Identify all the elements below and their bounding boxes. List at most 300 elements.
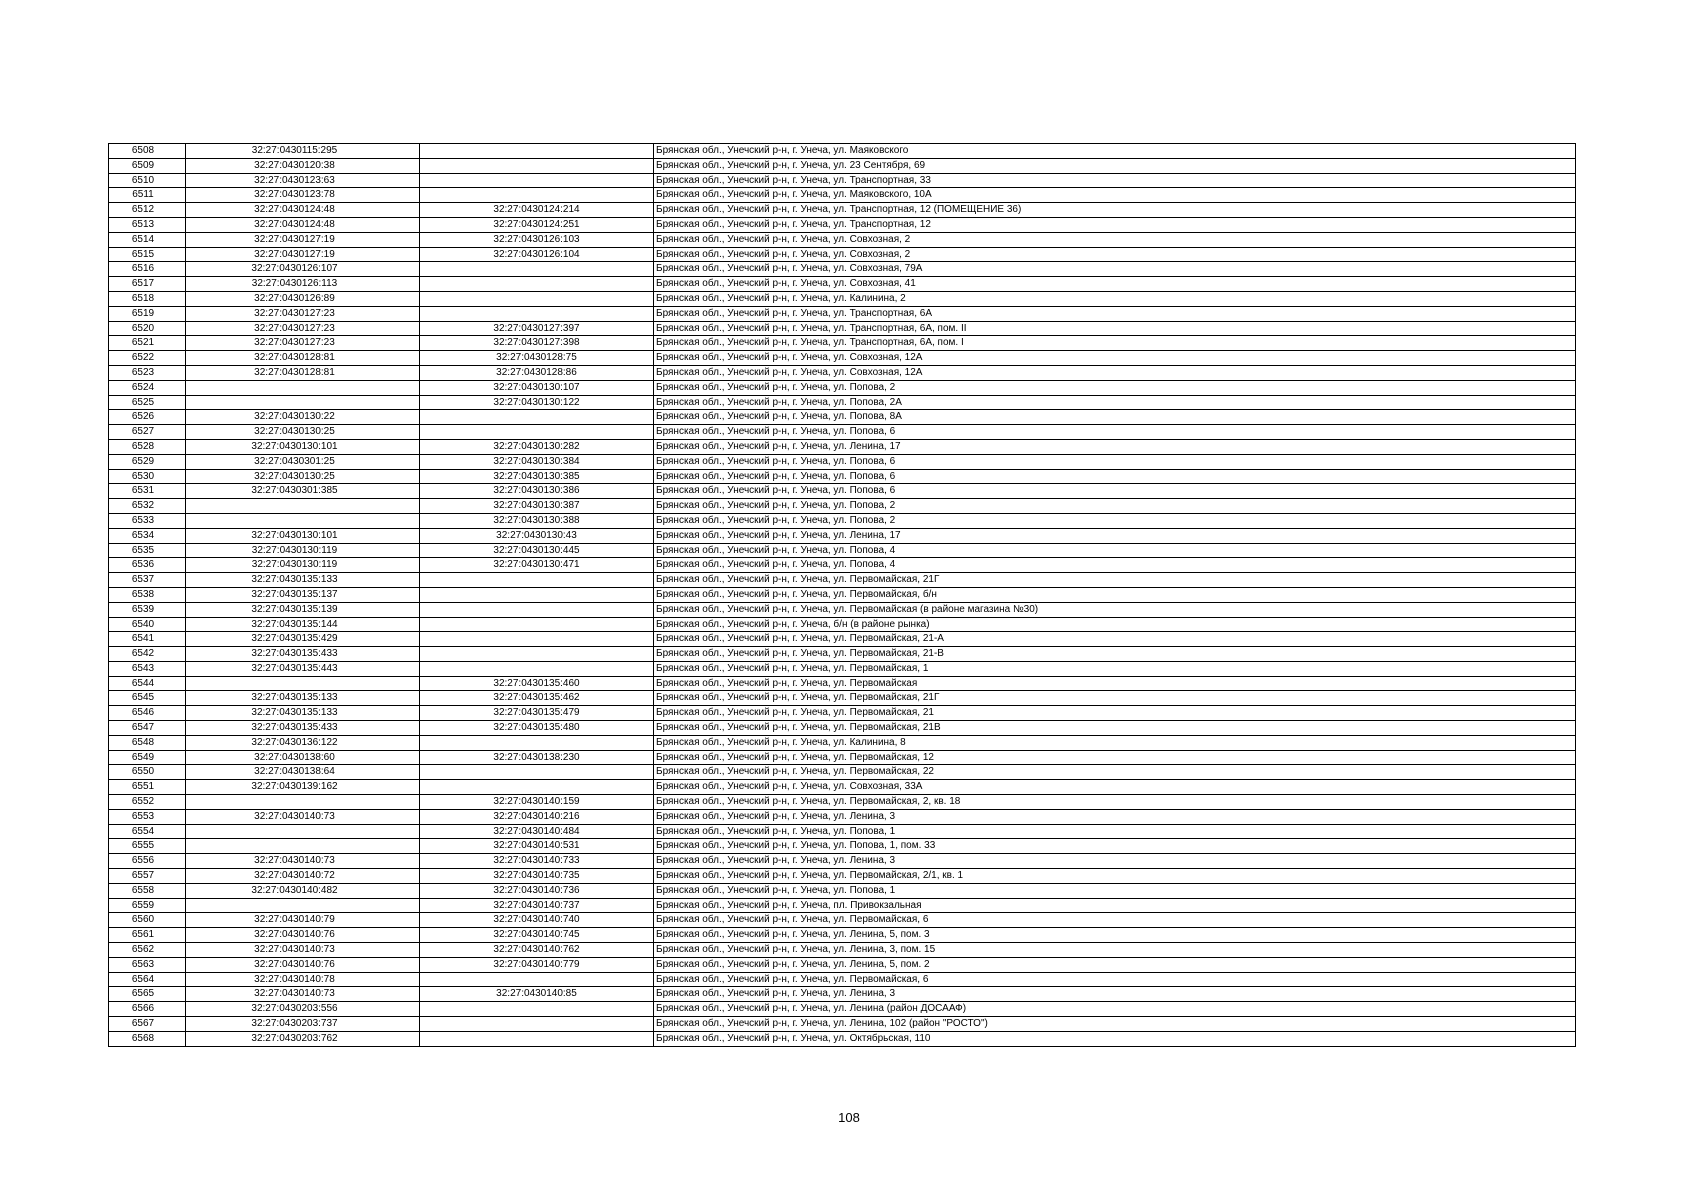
- address-cell: Брянская обл., Унечский р-н, г. Унеча, ул. Первомайская, 21Г: [654, 573, 1576, 588]
- row-number-cell: 6554: [109, 824, 186, 839]
- row-number-cell: 6541: [109, 632, 186, 647]
- object-cadastral-number-cell: 32:27:0430130:122: [420, 395, 654, 410]
- row-number-cell: 6521: [109, 336, 186, 351]
- row-number-cell: 6561: [109, 928, 186, 943]
- address-cell: Брянская обл., Унечский р-н, г. Унеча, ул. Калинина, 8: [654, 735, 1576, 750]
- address-cell: Брянская обл., Унечский р-н, г. Унеча, ул. Попова, 2: [654, 380, 1576, 395]
- row-number-cell: 6565: [109, 987, 186, 1002]
- table-row: [109, 469, 1576, 484]
- cadastral-number-cell: [186, 499, 420, 514]
- address-cell: Брянская обл., Унечский р-н, г. Унеча, ул. Ленина, 3, пом. 15: [654, 943, 1576, 958]
- table-row: [109, 573, 1576, 588]
- cadastral-number-cell: 32:27:0430140:73: [186, 943, 420, 958]
- object-cadastral-number-cell: [420, 262, 654, 277]
- address-cell: Брянская обл., Унечский р-н, г. Унеча, ул. Попова, 6: [654, 469, 1576, 484]
- row-number-cell: 6544: [109, 676, 186, 691]
- cadastral-number-cell: 32:27:0430135:137: [186, 587, 420, 602]
- object-cadastral-number-cell: 32:27:0430130:385: [420, 469, 654, 484]
- table-row: [109, 336, 1576, 351]
- row-number-cell: 6525: [109, 395, 186, 410]
- cadastral-number-cell: 32:27:0430130:101: [186, 528, 420, 543]
- object-cadastral-number-cell: 32:27:0430140:762: [420, 943, 654, 958]
- row-number-cell: 6517: [109, 277, 186, 292]
- cadastral-number-cell: 32:27:0430130:119: [186, 543, 420, 558]
- cadastral-number-cell: 32:27:0430135:144: [186, 617, 420, 632]
- table-row: [109, 173, 1576, 188]
- row-number-cell: 6512: [109, 203, 186, 218]
- table-row: [109, 883, 1576, 898]
- address-cell: Брянская обл., Унечский р-н, г. Унеча, ул. Транспортная, 6А: [654, 306, 1576, 321]
- object-cadastral-number-cell: [420, 602, 654, 617]
- table-row: [109, 617, 1576, 632]
- address-cell: Брянская обл., Унечский р-н, г. Унеча, ул. Первомайская, 6: [654, 913, 1576, 928]
- row-number-cell: 6533: [109, 513, 186, 528]
- cadastral-number-cell: 32:27:0430140:482: [186, 883, 420, 898]
- table-row: [109, 188, 1576, 203]
- object-cadastral-number-cell: 32:27:0430140:733: [420, 854, 654, 869]
- cadastral-number-cell: 32:27:0430126:113: [186, 277, 420, 292]
- address-cell: Брянская обл., Унечский р-н, г. Унеча, ул. Первомайская, 1: [654, 661, 1576, 676]
- row-number-cell: 6529: [109, 454, 186, 469]
- cadastral-number-cell: 32:27:0430135:133: [186, 573, 420, 588]
- row-number-cell: 6523: [109, 365, 186, 380]
- table-row: [109, 987, 1576, 1002]
- cadastral-number-cell: 32:27:0430115:295: [186, 144, 420, 159]
- table-row: [109, 676, 1576, 691]
- table-row: [109, 587, 1576, 602]
- row-number-cell: 6520: [109, 321, 186, 336]
- address-cell: Брянская обл., Унечский р-н, г. Унеча, ул. Попова, 8А: [654, 410, 1576, 425]
- table-row: [109, 528, 1576, 543]
- row-number-cell: 6536: [109, 558, 186, 573]
- object-cadastral-number-cell: 32:27:0430124:251: [420, 217, 654, 232]
- object-cadastral-number-cell: [420, 765, 654, 780]
- table-row: [109, 839, 1576, 854]
- cadastral-number-cell: 32:27:0430126:89: [186, 291, 420, 306]
- object-cadastral-number-cell: [420, 780, 654, 795]
- object-cadastral-number-cell: 32:27:0430130:386: [420, 484, 654, 499]
- address-cell: Брянская обл., Унечский р-н, г. Унеча, ул. Первомайская, 21: [654, 706, 1576, 721]
- address-cell: Брянская обл., Унечский р-н, г. Унеча, ул. Ленина, 3: [654, 987, 1576, 1002]
- cadastral-number-cell: 32:27:0430140:79: [186, 913, 420, 928]
- cadastral-number-cell: 32:27:0430139:162: [186, 780, 420, 795]
- object-cadastral-number-cell: 32:27:0430127:397: [420, 321, 654, 336]
- row-number-cell: 6530: [109, 469, 186, 484]
- address-cell: Брянская обл., Унечский р-н, г. Унеча, ул. Ленина, 5, пом. 3: [654, 928, 1576, 943]
- cadastral-number-cell: 32:27:0430135:433: [186, 647, 420, 662]
- table-row: [109, 321, 1576, 336]
- object-cadastral-number-cell: [420, 1017, 654, 1032]
- object-cadastral-number-cell: [420, 425, 654, 440]
- address-cell: Брянская обл., Унечский р-н, г. Унеча, ул. Первомайская, 12: [654, 750, 1576, 765]
- cadastral-number-cell: 32:27:0430140:73: [186, 987, 420, 1002]
- address-cell: Брянская обл., Унечский р-н, г. Унеча, ул. Ленина, 5, пом. 2: [654, 957, 1576, 972]
- table-row: [109, 410, 1576, 425]
- address-cell: Брянская обл., Унечский р-н, г. Унеча, ул. Попова, 6: [654, 484, 1576, 499]
- row-number-cell: 6518: [109, 291, 186, 306]
- cadastral-number-cell: [186, 380, 420, 395]
- table-body: [109, 144, 1576, 1047]
- table-row: [109, 203, 1576, 218]
- row-number-cell: 6553: [109, 809, 186, 824]
- row-number-cell: 6549: [109, 750, 186, 765]
- object-cadastral-number-cell: 32:27:0430140:740: [420, 913, 654, 928]
- cadastral-number-cell: 32:27:0430138:60: [186, 750, 420, 765]
- row-number-cell: 6566: [109, 1002, 186, 1017]
- object-cadastral-number-cell: [420, 617, 654, 632]
- address-cell: Брянская обл., Унечский р-н, г. Унеча, ул. Транспортная, 6А, пом. I: [654, 336, 1576, 351]
- row-number-cell: 6563: [109, 957, 186, 972]
- object-cadastral-number-cell: [420, 188, 654, 203]
- cadastral-number-cell: [186, 676, 420, 691]
- cadastral-number-cell: 32:27:0430301:25: [186, 454, 420, 469]
- cadastral-number-cell: 32:27:0430128:81: [186, 365, 420, 380]
- row-number-cell: 6543: [109, 661, 186, 676]
- table-row: [109, 750, 1576, 765]
- cadastral-number-cell: 32:27:0430135:443: [186, 661, 420, 676]
- object-cadastral-number-cell: 32:27:0430138:230: [420, 750, 654, 765]
- row-number-cell: 6514: [109, 232, 186, 247]
- row-number-cell: 6534: [109, 528, 186, 543]
- cadastral-number-cell: 32:27:0430301:385: [186, 484, 420, 499]
- address-cell: Брянская обл., Унечский р-н, г. Унеча, ул. Попова, 4: [654, 558, 1576, 573]
- object-cadastral-number-cell: 32:27:0430130:384: [420, 454, 654, 469]
- address-cell: Брянская обл., Унечский р-н, г. Унеча, ул. Маяковского, 10А: [654, 188, 1576, 203]
- address-cell: Брянская обл., Унечский р-н, г. Унеча, ул. Попова, 2А: [654, 395, 1576, 410]
- object-cadastral-number-cell: 32:27:0430124:214: [420, 203, 654, 218]
- table-row: [109, 869, 1576, 884]
- object-cadastral-number-cell: [420, 144, 654, 159]
- table-row: [109, 513, 1576, 528]
- address-cell: Брянская обл., Унечский р-н, г. Унеча, ул. Попова, 2: [654, 513, 1576, 528]
- row-number-cell: 6540: [109, 617, 186, 632]
- row-number-cell: 6519: [109, 306, 186, 321]
- row-number-cell: 6558: [109, 883, 186, 898]
- object-cadastral-number-cell: 32:27:0430140:216: [420, 809, 654, 824]
- address-cell: Брянская обл., Унечский р-н, г. Унеча, ул. Ленина, 3: [654, 854, 1576, 869]
- row-number-cell: 6538: [109, 587, 186, 602]
- row-number-cell: 6528: [109, 439, 186, 454]
- cadastral-number-cell: [186, 898, 420, 913]
- cadastral-number-cell: 32:27:0430128:81: [186, 351, 420, 366]
- table-row: [109, 306, 1576, 321]
- cadastral-number-cell: 32:27:0430127:19: [186, 232, 420, 247]
- cadastral-number-cell: 32:27:0430140:76: [186, 957, 420, 972]
- address-cell: Брянская обл., Унечский р-н, г. Унеча, ул. Октябрьская, 110: [654, 1031, 1576, 1046]
- table-row: [109, 691, 1576, 706]
- address-cell: Брянская обл., Унечский р-н, г. Унеча, ул. Совхозная, 2: [654, 232, 1576, 247]
- object-cadastral-number-cell: [420, 735, 654, 750]
- table-row: [109, 780, 1576, 795]
- row-number-cell: 6508: [109, 144, 186, 159]
- cadastral-number-cell: 32:27:0430127:19: [186, 247, 420, 262]
- object-cadastral-number-cell: [420, 306, 654, 321]
- row-number-cell: 6559: [109, 898, 186, 913]
- address-cell: Брянская обл., Унечский р-н, г. Унеча, ул. Первомайская, 2, кв. 18: [654, 795, 1576, 810]
- object-cadastral-number-cell: 32:27:0430140:159: [420, 795, 654, 810]
- row-number-cell: 6550: [109, 765, 186, 780]
- address-cell: Брянская обл., Унечский р-н, г. Унеча, ул. Попова, 1: [654, 824, 1576, 839]
- row-number-cell: 6539: [109, 602, 186, 617]
- table-row: [109, 898, 1576, 913]
- address-cell: Брянская обл., Унечский р-н, г. Унеча, ул. Ленина, 17: [654, 528, 1576, 543]
- table-row: [109, 632, 1576, 647]
- row-number-cell: 6560: [109, 913, 186, 928]
- table-row: [109, 499, 1576, 514]
- row-number-cell: 6513: [109, 217, 186, 232]
- address-cell: Брянская обл., Унечский р-н, г. Унеча, ул. 23 Сентября, 69: [654, 158, 1576, 173]
- cadastral-number-cell: 32:27:0430135:133: [186, 706, 420, 721]
- address-cell: Брянская обл., Унечский р-н, г. Унеча, ул. Первомайская: [654, 676, 1576, 691]
- row-number-cell: 6564: [109, 972, 186, 987]
- object-cadastral-number-cell: [420, 410, 654, 425]
- object-cadastral-number-cell: [420, 291, 654, 306]
- address-cell: Брянская обл., Унечский р-н, г. Унеча, ул. Транспортная, 6А, пом. II: [654, 321, 1576, 336]
- address-cell: Брянская обл., Унечский р-н, г. Унеча, ул. Первомайская, б/н: [654, 587, 1576, 602]
- object-cadastral-number-cell: 32:27:0430135:460: [420, 676, 654, 691]
- table-row: [109, 1031, 1576, 1046]
- table-row: [109, 647, 1576, 662]
- object-cadastral-number-cell: [420, 1002, 654, 1017]
- table-row: [109, 795, 1576, 810]
- address-cell: Брянская обл., Унечский р-н, г. Унеча, ул. Совхозная, 41: [654, 277, 1576, 292]
- cadastral-number-cell: 32:27:0430127:23: [186, 306, 420, 321]
- table-row: [109, 661, 1576, 676]
- row-number-cell: 6545: [109, 691, 186, 706]
- row-number-cell: 6547: [109, 721, 186, 736]
- cadastral-number-cell: [186, 839, 420, 854]
- cadastral-number-cell: 32:27:0430130:101: [186, 439, 420, 454]
- table-row: [109, 247, 1576, 262]
- object-cadastral-number-cell: 32:27:0430140:736: [420, 883, 654, 898]
- table-row: [109, 144, 1576, 159]
- address-cell: Брянская обл., Унечский р-н, г. Унеча, ул. Калинина, 2: [654, 291, 1576, 306]
- cadastral-number-cell: 32:27:0430127:23: [186, 336, 420, 351]
- object-cadastral-number-cell: [420, 277, 654, 292]
- table-row: [109, 232, 1576, 247]
- table-row: [109, 158, 1576, 173]
- cadastral-number-cell: 32:27:0430203:556: [186, 1002, 420, 1017]
- table-row: [109, 972, 1576, 987]
- cadastral-number-cell: 32:27:0430130:25: [186, 469, 420, 484]
- object-cadastral-number-cell: 32:27:0430140:779: [420, 957, 654, 972]
- row-number-cell: 6522: [109, 351, 186, 366]
- table-row: [109, 765, 1576, 780]
- row-number-cell: 6552: [109, 795, 186, 810]
- address-cell: Брянская обл., Унечский р-н, г. Унеча, б/н (в районе рынка): [654, 617, 1576, 632]
- object-cadastral-number-cell: [420, 972, 654, 987]
- table-row: [109, 1017, 1576, 1032]
- cadastral-number-cell: [186, 795, 420, 810]
- row-number-cell: 6568: [109, 1031, 186, 1046]
- cadastral-number-cell: 32:27:0430138:64: [186, 765, 420, 780]
- object-cadastral-number-cell: 32:27:0430130:445: [420, 543, 654, 558]
- table-row: [109, 957, 1576, 972]
- table-row: [109, 558, 1576, 573]
- object-cadastral-number-cell: 32:27:0430135:480: [420, 721, 654, 736]
- address-cell: Брянская обл., Унечский р-н, г. Унеча, ул. Попова, 6: [654, 454, 1576, 469]
- address-cell: Брянская обл., Унечский р-н, г. Унеча, ул. Совхозная, 12А: [654, 351, 1576, 366]
- table-row: [109, 943, 1576, 958]
- object-cadastral-number-cell: 32:27:0430140:85: [420, 987, 654, 1002]
- cadastral-number-cell: 32:27:0430123:63: [186, 173, 420, 188]
- address-cell: Брянская обл., Унечский р-н, г. Унеча, ул. Совхозная, 33А: [654, 780, 1576, 795]
- page-number: 108: [838, 1110, 860, 1125]
- address-cell: Брянская обл., Унечский р-н, г. Унеча, ул. Попова, 6: [654, 425, 1576, 440]
- object-cadastral-number-cell: 32:27:0430130:282: [420, 439, 654, 454]
- cadastral-number-cell: 32:27:0430120:38: [186, 158, 420, 173]
- object-cadastral-number-cell: 32:27:0430130:107: [420, 380, 654, 395]
- row-number-cell: 6537: [109, 573, 186, 588]
- cadastral-number-cell: 32:27:0430135:429: [186, 632, 420, 647]
- address-cell: Брянская обл., Унечский р-н, г. Унеча, ул. Первомайская, 21Г: [654, 691, 1576, 706]
- object-cadastral-number-cell: 32:27:0430126:103: [420, 232, 654, 247]
- address-cell: Брянская обл., Унечский р-н, г. Унеча, ул. Попова, 1: [654, 883, 1576, 898]
- object-cadastral-number-cell: 32:27:0430130:43: [420, 528, 654, 543]
- address-cell: Брянская обл., Унечский р-н, г. Унеча, ул. Совхозная, 2: [654, 247, 1576, 262]
- table-row: [109, 454, 1576, 469]
- cadastral-number-cell: 32:27:0430123:78: [186, 188, 420, 203]
- cadastral-number-cell: 32:27:0430140:73: [186, 854, 420, 869]
- object-cadastral-number-cell: [420, 632, 654, 647]
- table-row: [109, 277, 1576, 292]
- row-number-cell: 6567: [109, 1017, 186, 1032]
- row-number-cell: 6527: [109, 425, 186, 440]
- row-number-cell: 6532: [109, 499, 186, 514]
- row-number-cell: 6524: [109, 380, 186, 395]
- row-number-cell: 6562: [109, 943, 186, 958]
- cadastral-number-cell: [186, 395, 420, 410]
- address-cell: Брянская обл., Унечский р-н, г. Унеча, ул. Первомайская, 21-В: [654, 647, 1576, 662]
- object-cadastral-number-cell: [420, 173, 654, 188]
- address-cell: Брянская обл., Унечский р-н, г. Унеча, ул. Совхозная, 12А: [654, 365, 1576, 380]
- object-cadastral-number-cell: [420, 647, 654, 662]
- table-row: [109, 484, 1576, 499]
- cadastral-number-cell: 32:27:0430130:22: [186, 410, 420, 425]
- row-number-cell: 6542: [109, 647, 186, 662]
- object-cadastral-number-cell: 32:27:0430140:737: [420, 898, 654, 913]
- object-cadastral-number-cell: 32:27:0430128:75: [420, 351, 654, 366]
- cadastral-number-cell: 32:27:0430135:433: [186, 721, 420, 736]
- cadastral-number-cell: 32:27:0430135:139: [186, 602, 420, 617]
- row-number-cell: 6510: [109, 173, 186, 188]
- cadastral-number-cell: 32:27:0430126:107: [186, 262, 420, 277]
- cadastral-number-cell: 32:27:0430136:122: [186, 735, 420, 750]
- table-row: [109, 425, 1576, 440]
- cadastral-number-cell: 32:27:0430140:76: [186, 928, 420, 943]
- cadastral-number-cell: 32:27:0430124:48: [186, 203, 420, 218]
- cadastral-number-cell: 32:27:0430203:737: [186, 1017, 420, 1032]
- address-cell: Брянская обл., Унечский р-н, г. Унеча, ул. Первомайская, 21В: [654, 721, 1576, 736]
- address-cell: Брянская обл., Унечский р-н, г. Унеча, ул. Транспортная, 12: [654, 217, 1576, 232]
- object-cadastral-number-cell: 32:27:0430140:531: [420, 839, 654, 854]
- cadastral-number-cell: 32:27:0430140:78: [186, 972, 420, 987]
- object-cadastral-number-cell: 32:27:0430140:745: [420, 928, 654, 943]
- table-row: [109, 380, 1576, 395]
- cadastral-number-cell: 32:27:0430124:48: [186, 217, 420, 232]
- table-row: [109, 854, 1576, 869]
- object-cadastral-number-cell: 32:27:0430130:471: [420, 558, 654, 573]
- address-cell: Брянская обл., Унечский р-н, г. Унеча, ул. Первомайская, 6: [654, 972, 1576, 987]
- address-cell: Брянская обл., Унечский р-н, г. Унеча, ул. Маяковского: [654, 144, 1576, 159]
- table-row: [109, 913, 1576, 928]
- table-row: [109, 439, 1576, 454]
- object-cadastral-number-cell: [420, 587, 654, 602]
- table-row: [109, 543, 1576, 558]
- address-cell: Брянская обл., Унечский р-н, г. Унеча, ул. Первомайская, 22: [654, 765, 1576, 780]
- address-cell: Брянская обл., Унечский р-н, г. Унеча, ул. Совхозная, 79А: [654, 262, 1576, 277]
- row-number-cell: 6515: [109, 247, 186, 262]
- object-cadastral-number-cell: [420, 1031, 654, 1046]
- object-cadastral-number-cell: [420, 158, 654, 173]
- row-number-cell: 6548: [109, 735, 186, 750]
- row-number-cell: 6551: [109, 780, 186, 795]
- object-cadastral-number-cell: 32:27:0430130:387: [420, 499, 654, 514]
- object-cadastral-number-cell: 32:27:0430140:735: [420, 869, 654, 884]
- cadastral-number-cell: 32:27:0430140:73: [186, 809, 420, 824]
- row-number-cell: 6509: [109, 158, 186, 173]
- row-number-cell: 6555: [109, 839, 186, 854]
- address-cell: Брянская обл., Унечский р-н, г. Унеча, ул. Попова, 4: [654, 543, 1576, 558]
- table-row: [109, 809, 1576, 824]
- table-row: [109, 351, 1576, 366]
- table-row: [109, 395, 1576, 410]
- row-number-cell: 6535: [109, 543, 186, 558]
- address-cell: Брянская обл., Унечский р-н, г. Унеча, ул. Ленина, 17: [654, 439, 1576, 454]
- row-number-cell: 6531: [109, 484, 186, 499]
- table-row: [109, 824, 1576, 839]
- table-row: [109, 602, 1576, 617]
- address-cell: Брянская обл., Унечский р-н, г. Унеча, ул. Транспортная, 12 (ПОМЕЩЕНИЕ 36): [654, 203, 1576, 218]
- cadastral-number-cell: [186, 824, 420, 839]
- table-row: [109, 706, 1576, 721]
- table-row: [109, 1002, 1576, 1017]
- address-cell: Брянская обл., Унечский р-н, г. Унеча, ул. Первомайская (в районе магазина №30): [654, 602, 1576, 617]
- cadastral-number-cell: 32:27:0430130:119: [186, 558, 420, 573]
- row-number-cell: 6546: [109, 706, 186, 721]
- object-cadastral-number-cell: 32:27:0430126:104: [420, 247, 654, 262]
- object-cadastral-number-cell: 32:27:0430127:398: [420, 336, 654, 351]
- row-number-cell: 6516: [109, 262, 186, 277]
- table-row: [109, 721, 1576, 736]
- table-row: [109, 262, 1576, 277]
- object-cadastral-number-cell: 32:27:0430135:462: [420, 691, 654, 706]
- address-cell: Брянская обл., Унечский р-н, г. Унеча, ул. Попова, 2: [654, 499, 1576, 514]
- table-row: [109, 928, 1576, 943]
- cadastral-number-cell: 32:27:0430135:133: [186, 691, 420, 706]
- address-cell: Брянская обл., Унечский р-н, г. Унеча, ул. Ленина (район ДОСААФ): [654, 1002, 1576, 1017]
- cadastral-number-cell: 32:27:0430130:25: [186, 425, 420, 440]
- table-row: [109, 291, 1576, 306]
- row-number-cell: 6511: [109, 188, 186, 203]
- row-number-cell: 6557: [109, 869, 186, 884]
- address-cell: Брянская обл., Унечский р-н, г. Унеча, ул. Ленина, 3: [654, 809, 1576, 824]
- address-cell: Брянская обл., Унечский р-н, г. Унеча, ул. Ленина, 102 (район "РОСТО"): [654, 1017, 1576, 1032]
- cadastral-number-cell: [186, 513, 420, 528]
- cadastral-number-cell: 32:27:0430140:72: [186, 869, 420, 884]
- table-row: [109, 365, 1576, 380]
- object-cadastral-number-cell: 32:27:0430140:484: [420, 824, 654, 839]
- object-cadastral-number-cell: 32:27:0430135:479: [420, 706, 654, 721]
- property-registry-table: [108, 143, 1576, 1047]
- address-cell: Брянская обл., Унечский р-н, г. Унеча, ул. Первомайская, 2/1, кв. 1: [654, 869, 1576, 884]
- row-number-cell: 6556: [109, 854, 186, 869]
- object-cadastral-number-cell: 32:27:0430130:388: [420, 513, 654, 528]
- address-cell: Брянская обл., Унечский р-н, г. Унеча, ул. Первомайская, 21-А: [654, 632, 1576, 647]
- cadastral-number-cell: 32:27:0430203:762: [186, 1031, 420, 1046]
- cadastral-number-cell: 32:27:0430127:23: [186, 321, 420, 336]
- table-row: [109, 735, 1576, 750]
